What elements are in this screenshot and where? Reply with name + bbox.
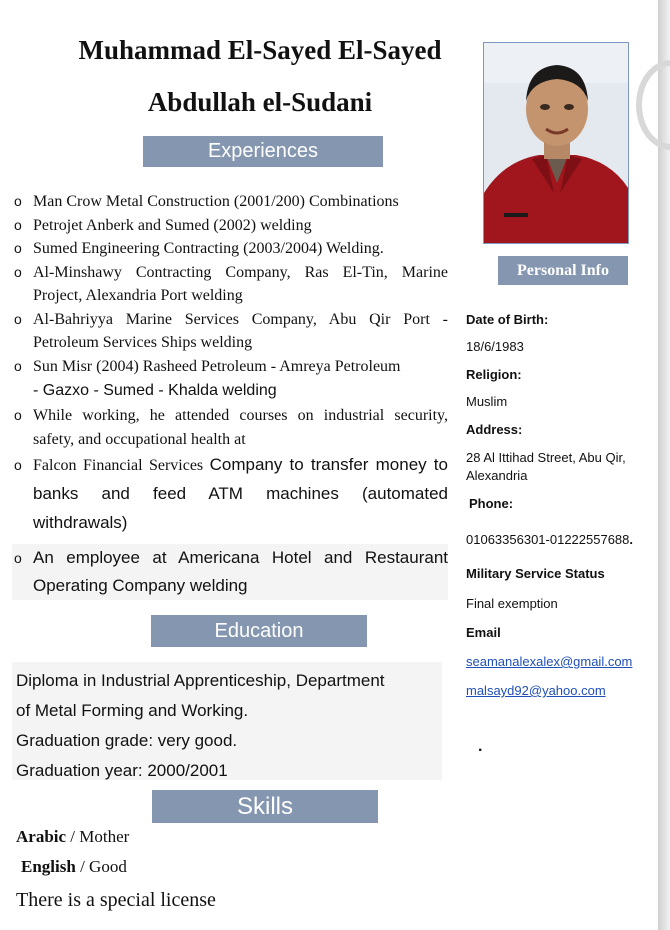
address-label: Address: — [466, 422, 523, 437]
trailing-dot: . — [478, 738, 483, 755]
list-item: o Al-Bahriyya Marine Services Company, Abu Qir Port - Petroleum Services Ships welding — [12, 308, 448, 355]
name-line-2: Abdullah el-Sudani — [147, 87, 373, 117]
list-item: o While working, he attended courses on industrial security, safety, and occupational health at — [12, 404, 448, 451]
phone-value: 01063356301-01222557688. — [466, 532, 634, 547]
email-link-yahoo[interactable]: malsayd92@yahoo.com — [466, 683, 606, 698]
religion-label: Religion: — [466, 367, 522, 382]
education-line: Graduation year: 2000/2001 — [16, 761, 228, 780]
phone-label: Phone: — [469, 496, 514, 511]
personal-info-header: Personal Info — [498, 256, 628, 285]
list-item: o Man Crow Metal Construction (2001/200) Combinations — [12, 190, 448, 214]
dob-label: Date of Birth: — [466, 312, 549, 327]
bullet-icon: o — [14, 457, 22, 473]
person-portrait-icon — [484, 43, 629, 244]
list-item: o Petrojet Anberk and Sumed (2002) welding — [12, 214, 448, 238]
address-line-2: Alexandria — [466, 468, 528, 483]
address-line-1: 28 Al Ittihad Street, Abu Qir, — [466, 450, 626, 465]
list-item: o Sun Misr (2004) Rasheed Petroleum - Amreya Petroleum — [12, 355, 448, 379]
education-details — [12, 662, 442, 780]
education-line: Graduation grade: very good. — [16, 731, 238, 750]
page-title — [40, 24, 480, 128]
email-label: Email — [466, 625, 501, 640]
bullet-icon: o — [14, 193, 22, 209]
bullet-icon: o — [14, 310, 22, 327]
dob-value: 18/6/1983 — [466, 339, 524, 354]
list-item-continuation: - Gazxo - Sumed - Khalda welding — [33, 382, 277, 399]
bullet-icon: o — [14, 263, 22, 280]
bullet-icon: o — [14, 240, 22, 256]
email-link-gmail[interactable]: seamanalexalex@gmail.com — [466, 654, 633, 669]
experiences-list — [12, 190, 448, 600]
education-header: Education — [151, 615, 367, 647]
skill-arabic: Arabic / Mother — [16, 827, 130, 846]
bullet-icon: o — [14, 357, 22, 374]
list-item: o Sumed Engineering Contracting (2003/2004) Welding. — [12, 237, 448, 261]
bullet-icon: o — [14, 550, 22, 566]
list-item: o An employee at Americana Hotel and Restaurant Operating Company welding — [12, 544, 448, 600]
military-label: Military Service Status — [466, 566, 605, 581]
skills-header: Skills — [152, 790, 378, 823]
military-value: Final exemption — [466, 596, 558, 611]
skill-english: English / Good — [21, 857, 127, 876]
list-item: o Al-Minshawy Contracting Company, Ras El-Tin, Marine Project, Alexandria Port welding — [12, 261, 448, 308]
experiences-header: Experiences — [143, 136, 383, 167]
bullet-icon: o — [14, 216, 22, 233]
education-line: of Metal Forming and Working. — [16, 701, 249, 720]
list-item: o Falcon Financial Services Company to transfer money to banks and feed ATM machines (automated withdrawals) — [12, 451, 448, 538]
religion-value: Muslim — [466, 394, 508, 409]
education-line: Diploma in Industrial Apprenticeship, Department — [16, 671, 385, 690]
name-line-1: Muhammad El-Sayed El-Sayed — [78, 35, 442, 65]
bullet-icon: o — [14, 407, 22, 423]
license-note: There is a special license — [16, 889, 216, 911]
profile-photo — [483, 42, 629, 244]
